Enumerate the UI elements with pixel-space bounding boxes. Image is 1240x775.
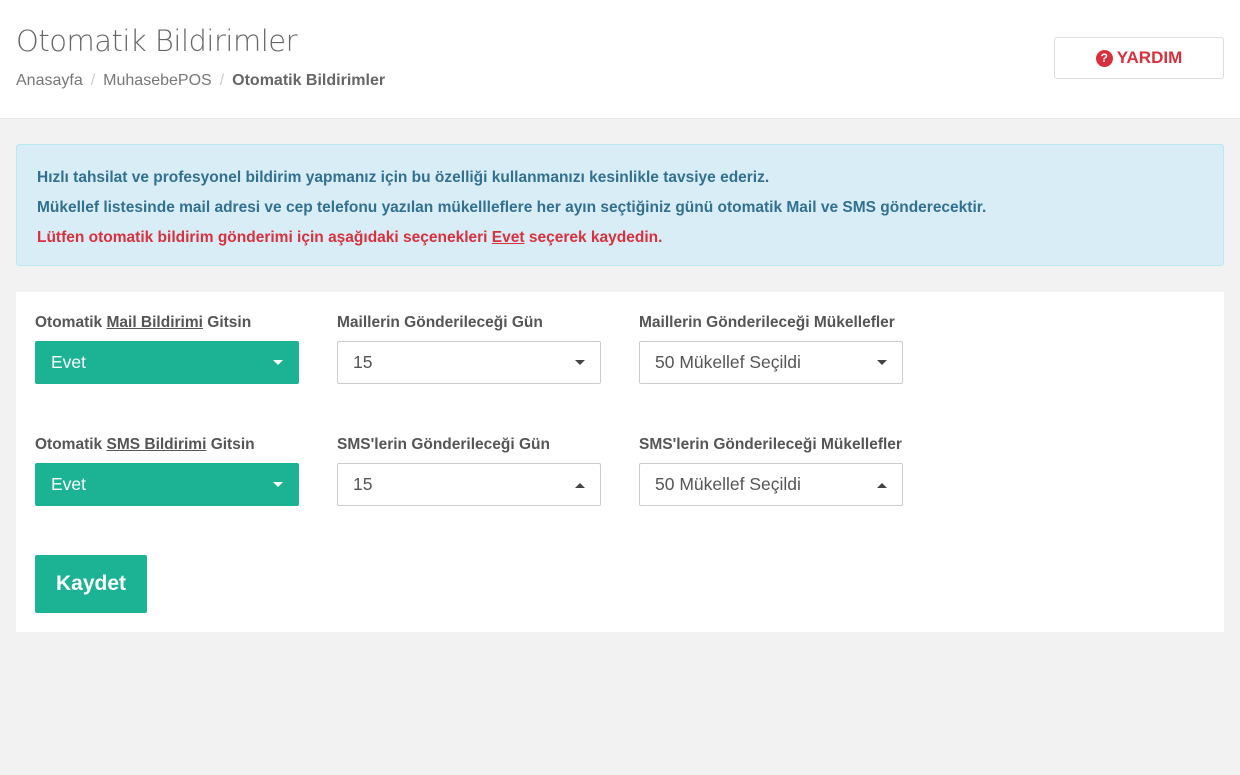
caret-up-icon [575, 483, 585, 488]
question-circle-icon: ? [1096, 50, 1113, 67]
mail-enabled-label-link: Mail Bildirimi [106, 314, 203, 331]
mail-taxpayers-value: 50 Mükellef Seçildi [655, 352, 801, 372]
sms-day-field [337, 436, 601, 506]
sms-day-select[interactable] [337, 463, 601, 506]
alert-line-3-pre: Lütfen otomatik bildirim gönderimi için aşağıdaki seçenekleri [37, 229, 492, 246]
sms-enabled-label-post: Gitsin [206, 436, 255, 453]
sms-taxpayers-value: 50 Mükellef Seçildi [655, 474, 801, 494]
alert-line-1: Hızlı tahsilat ve profesyonel bildirim yapmanız için bu özelliği kullanmanızı kesinlikle tavsiye ederiz. [37, 169, 770, 186]
mail-day-value: 15 [353, 352, 373, 372]
alert-line-3 [37, 223, 1203, 253]
caret-down-icon [877, 360, 887, 365]
caret-up-icon [877, 483, 887, 488]
alert-line-3-post: seçerek kaydedin. [524, 229, 663, 246]
mail-enabled-select[interactable] [35, 341, 299, 384]
sms-enabled-label-link: SMS Bildirimi [106, 436, 207, 453]
mail-taxpayers-label: Maillerin Gönderileceği Mükellefler [639, 314, 895, 331]
mail-enabled-label-pre: Otomatik [35, 314, 107, 331]
mail-enabled-label-post: Gitsin [202, 314, 252, 331]
caret-down-icon [273, 482, 283, 487]
alert-evet-emphasis: Evet [491, 229, 525, 246]
sms-taxpayers-field [639, 436, 903, 506]
sms-taxpayers-label: SMS'lerin Gönderileceği Mükellefler [639, 436, 902, 453]
mail-enabled-value: Evet [51, 352, 87, 372]
mail-day-label: Maillerin Gönderileceği Gün [337, 314, 543, 331]
breadcrumb-home-link[interactable]: Anasayfa [16, 72, 83, 89]
page-title: Otomatik Bildirimler [16, 24, 298, 58]
mail-taxpayers-field [639, 314, 903, 384]
mail-day-field [337, 314, 601, 384]
breadcrumb [16, 72, 385, 90]
help-button-label: YARDIM [1116, 48, 1183, 67]
sms-enabled-select[interactable] [35, 463, 299, 506]
breadcrumb-separator: / [219, 72, 225, 89]
help-button[interactable] [1054, 37, 1224, 79]
mail-taxpayers-select[interactable] [639, 341, 903, 384]
sms-enabled-field [35, 436, 299, 506]
caret-down-icon [273, 360, 283, 365]
sms-day-label: SMS'lerin Gönderileceği Gün [337, 436, 550, 453]
alert-line-2: Mükellef listesinde mail adresi ve cep telefonu yazılan mükellleflere her ayın seçtiğiniz günü otomatik Mail ve SMS gönderecektir. [37, 199, 987, 216]
sms-enabled-label-pre: Otomatik [35, 436, 107, 453]
breadcrumb-current: Otomatik Bildirimler [232, 72, 386, 89]
sms-day-value: 15 [353, 474, 373, 494]
mail-enabled-label [35, 314, 299, 332]
save-button[interactable]: Kaydet [35, 555, 147, 613]
mail-enabled-field [35, 314, 299, 384]
settings-card [16, 292, 1224, 632]
info-alert [16, 144, 1224, 266]
sms-enabled-value: Evet [51, 474, 87, 494]
sms-enabled-label [35, 436, 299, 454]
mail-day-select[interactable] [337, 341, 601, 384]
caret-down-icon [575, 360, 585, 365]
breadcrumb-muhasebepos-link[interactable]: MuhasebePOS [103, 72, 212, 89]
sms-taxpayers-select[interactable] [639, 463, 903, 506]
breadcrumb-separator: / [90, 72, 96, 89]
page-header [0, 0, 1240, 119]
